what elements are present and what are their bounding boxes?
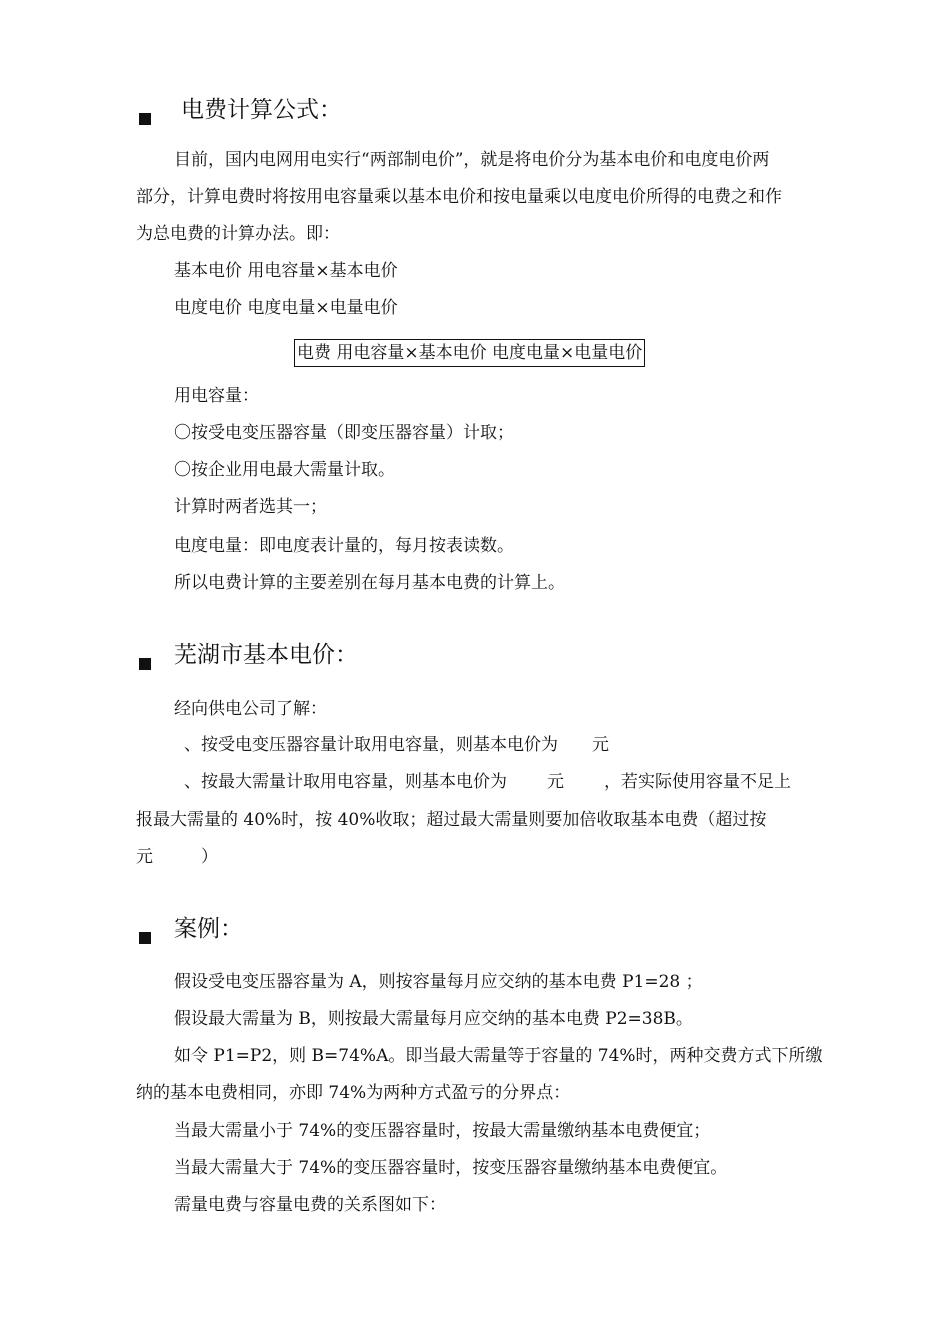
case-line: 假设最大需量为 B，则按最大需量每月应交纳的基本电费 P2=38B。 [174, 1009, 693, 1029]
price-item-1-unit: 元 [592, 735, 609, 755]
price-item-2-condition: ，若实际使用容量不足上 [604, 772, 791, 792]
case-line: 纳的基本电费相同，亦即 74%为两种方式盈亏的分界点： [136, 1083, 571, 1103]
price-item-2-line2: 报最大需量的 40%时，按 40%收取；超过最大需量则要加倍收取基本电费（超过按 [136, 810, 767, 830]
price-item-2-line3-unit: 元 [136, 847, 153, 867]
paragraph-line: 为总电费的计算办法。即： [136, 224, 340, 244]
paragraph-line: 部分，计算电费时将按用电容量乘以基本电价和按电量乘以电度电价所得的电费之和作 [136, 187, 782, 207]
price-item-1 [184, 733, 609, 757]
capacity-option-max-demand: 〇按企业用电最大需量计取。 [174, 460, 395, 480]
formula-energy-price: 电度电价 电度电量×电量电价 [174, 298, 398, 318]
choose-one-note: 计算时两者选其一； [174, 497, 327, 517]
section-heading-wuhu-price: 芜湖市基本电价： [174, 642, 358, 668]
paragraph-line: 目前，国内电网用电实行“两部制电价”，就是将电价分为基本电价和电度电价两 [174, 150, 770, 170]
case-line: 假设受电变压器容量为 A，则按容量每月应交纳的基本电费 P1=28 ； [174, 972, 703, 992]
capacity-option-transformer: 〇按受电变压器容量（即变压器容量）计取； [174, 423, 514, 443]
case-line: 如令 P1=P2，则 B=74%A。即当最大需量等于容量的 74%时，两种交费方式下所缴 [174, 1046, 823, 1066]
price-item-2-line3-close: ） [201, 847, 218, 867]
intro-line: 经向供电公司了解： [174, 699, 327, 719]
capacity-title: 用电容量： [174, 386, 259, 406]
price-item-2-unit: 元 [547, 772, 564, 792]
main-difference-note: 所以电费计算的主要差别在每月基本电费的计算上。 [174, 573, 565, 593]
price-item-2-line3 [136, 845, 218, 869]
boxed-total-formula: 电费 用电容量×基本电价 电度电量×电量电价 [294, 339, 645, 367]
section-bullet-icon [139, 658, 151, 670]
formula-basic-price: 基本电价 用电容量×基本电价 [174, 261, 398, 281]
section-bullet-icon [139, 932, 151, 944]
price-item-1-text: 、按受电变压器容量计取用电容量，则基本电价为 [184, 735, 558, 755]
section-heading-case: 案例： [174, 916, 243, 942]
section-bullet-icon [139, 113, 151, 125]
case-line: 当最大需量大于 74%的变压器容量时，按变压器容量缴纳基本电费便宜。 [174, 1158, 728, 1178]
case-line: 需量电费与容量电费的关系图如下： [174, 1195, 446, 1215]
price-item-2-text: 、按最大需量计取用电容量，则基本电价为 [184, 772, 507, 792]
case-line: 当最大需量小于 74%的变压器容量时，按最大需量缴纳基本电费便宜； [174, 1121, 711, 1141]
energy-note: 电度电量：即电度表计量的，每月按表读数。 [174, 536, 514, 556]
price-item-2 [184, 770, 791, 794]
section-heading-formula: 电费计算公式： [181, 97, 342, 123]
